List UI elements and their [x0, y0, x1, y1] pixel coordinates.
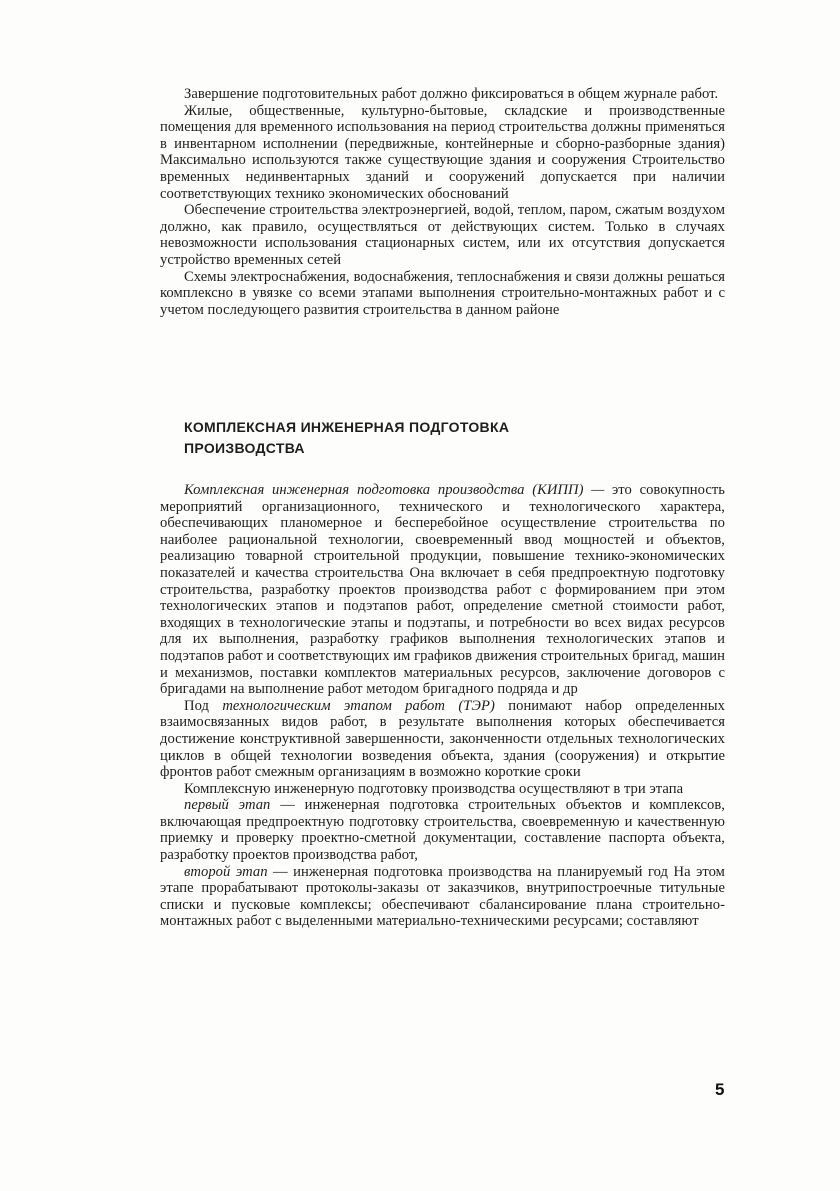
ter-definition-text: понимают набор определенных взаимосвязанных видов работ, в результате выполнения которых обеспечивается достижение конструктивной завершенности, законченности отдельных технологических циклов в общей технологии возведения объекта, здания (сооружения) и открытие фронтов работ смежным организациям в возможно короткие сроки	[160, 697, 725, 781]
section-body	[160, 482, 725, 930]
second-stage-text: — инженерная подготовка производства на планируемый год На этом этапе прорабатывают протоколы-заказы от заказчиков, внутрипостроечные титульные списки и пусковые комплексы; обеспечивают сбалансирование плана строительно-монтажных работ с выделенными материально-техническими ресурсами; составляют	[160, 863, 725, 930]
paragraph-ter-definition	[160, 698, 725, 781]
ter-prefix: Под	[184, 697, 223, 714]
page-number: 5	[715, 1080, 725, 1099]
first-stage-text: — инженерная подготовка строительных объектов и комплексов, включающая предпроектную подготовку строительства, своевременную и качественную приемку и проверку проектно-сметной документации, составление паспорта объекта, разработку проектов производства работ,	[160, 797, 725, 864]
paragraph-first-stage	[160, 797, 725, 863]
term-second-stage: второй этап	[184, 863, 268, 880]
term-first-stage: первый этап	[184, 797, 271, 814]
section-heading-line2: ПРОИЗВОДСТВА	[184, 440, 305, 456]
term-ter: технологическим этапом работ (ТЭР)	[222, 697, 495, 714]
paragraph-supply-schemes: Схемы электроснабжения, водоснабжения, теплоснабжения и связи должны решаться комплексно в увязке со всеми этапами выполнения строительно-монтажных работ и с учетом последующего развития строительства в данном районе	[160, 268, 725, 318]
paragraph-three-stages: Комплексную инженерную подготовку производства осуществляют в три этапа	[184, 780, 684, 797]
kipp-definition-text: это совокупность мероприятий организационного, технического и технологического характера, обеспечивающих планомерное и бесперебойное осуществление строительства по наиболее рациональной технологии, своевременный ввод мощностей и объектов, реализацию товарной строительной продукции, повышение технико-экономических показателей и качества строительства Она включает в себя предпроектную подготовку строительства, разработку проектов производства работ с формированием при этом технологических этапов и подэтапов работ, определение сметной стоимости работ, входящих в технологические этапы и подэтапы, и потребности во всех видах ресурсов для их выполнения, разработку графиков выполнения технологических этапов и подэтапов работ и соответствующих им графиков движения строительных бригад, машин и механизмов, поставки комплектов материальных ресурсов, заключение договоров с бригадами на выполнение работ методом бригадного подряда и др	[160, 482, 725, 698]
paragraph-completion: Завершение подготовительных работ должно фиксироваться в общем журнале работ.	[184, 86, 719, 102]
paragraph-utilities: Обеспечение строительства электроэнергией, водой, теплом, паром, сжатым воздухом должно, как правило, осуществляться от действующих систем. Только в случаях невозможности использования стационарных систем, или их отсутствия допускается устройство временных сетей	[160, 202, 725, 268]
intro-text	[160, 86, 725, 318]
section-heading	[184, 417, 684, 459]
section-heading-line1: КОМПЛЕКСНАЯ ИНЖЕНЕРНАЯ ПОДГОТОВКА	[184, 419, 510, 435]
term-kipp: Комплексная инженерная подготовка производства (КИПП) —	[184, 482, 605, 498]
paragraph-second-stage	[160, 864, 725, 930]
paragraph-temporary-buildings: Жилые, общественные, культурно-бытовые, складские и производственные помещения для временного использования на период строительства должны применяться в инвентарном исполнении (передвижные, контейнерные и сборно-разборные здания) Максимально используются также существующие здания и сооружения Строительство временных нединвентарных зданий и сооружений допускается при наличии соответствующих технико экономических обоснований	[160, 102, 725, 202]
paragraph-kipp-definition	[160, 482, 725, 698]
